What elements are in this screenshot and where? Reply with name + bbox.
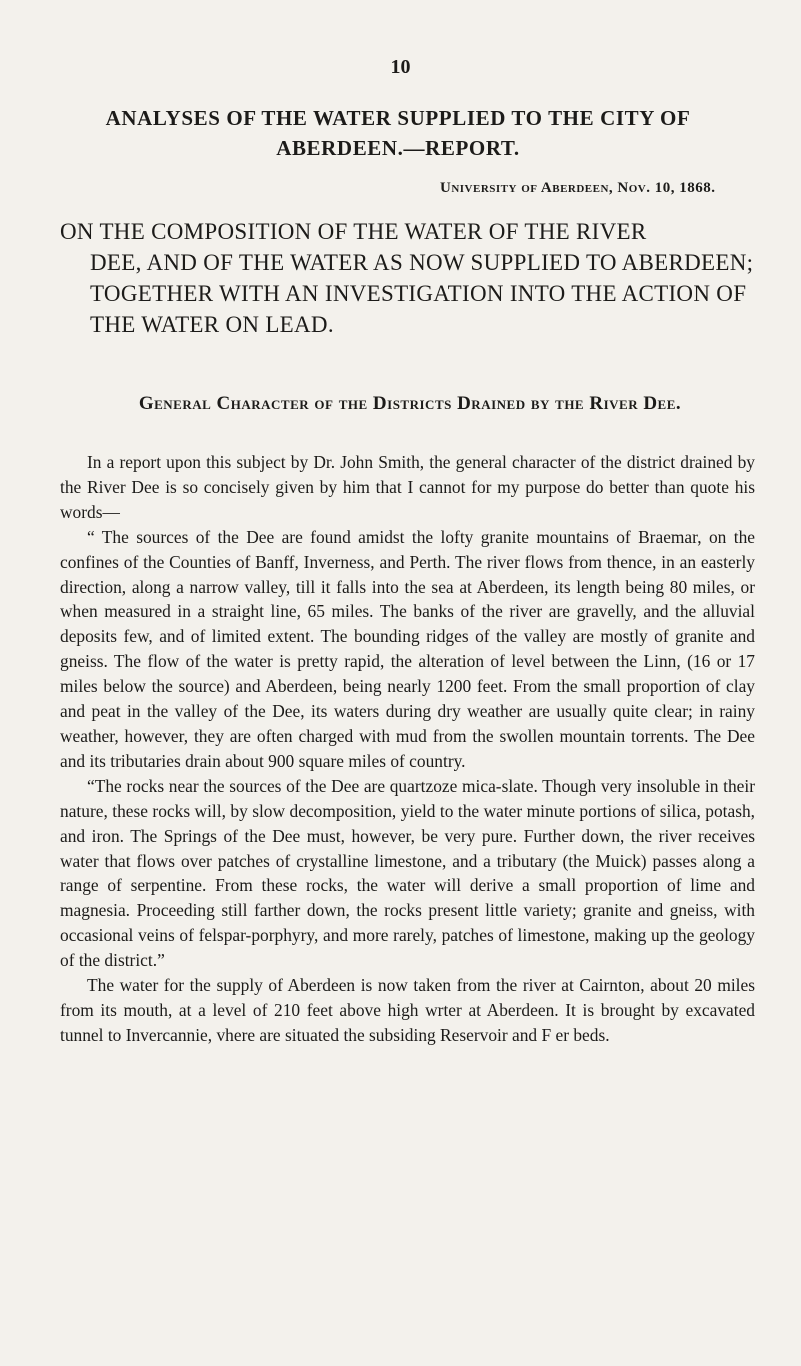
page-title-line-2: ABERDEEN.—REPORT.: [276, 136, 520, 160]
page-title: [48, 103, 748, 163]
paragraph: The water for the supply of Aberdeen is now taken from the river at Cairnton, about 20 miles from its mouth, at a level of 210 feet above high wrter at Aberdeen. It is brought by excavated tunnel to Invercannie, vhere are situated the subsiding Reservoir and F er beds.: [60, 975, 755, 1045]
page-title-line-1: ANALYSES OF THE WATER SUPPLIED TO THE CITY OF: [105, 106, 691, 130]
report-subtitle: [60, 216, 760, 340]
paragraph: “ The sources of the Dee are found amidst the lofty granite mountains of Braemar, on the confines of the Counties of Banff, Inverness, and Perth. The river flows from thence, in an easterly direction, along a narrow valley, till it falls into the sea at Aberdeen, its length being 80 miles, or when measured in a straight line, 65 miles. The banks of the river are gravelly, and the alluvial deposits few, and of limited extent. The bounding ridges of the valley are mostly of granite and gneiss. The flow of the water is pretty rapid, the alteration of level between the Linn, (16 or 17 miles below the source) and Aberdeen, being nearly 1200 feet. From the small proportion of clay and peat in the valley of the Dee, its waters during dry weather are usually quite clear; in rainy weather, however, they are often charged with mud from the swollen mountain torrents. The Dee and its tributaries drain about 900 square miles of country.: [60, 526, 755, 771]
report-subtitle-first-line: ON THE COMPOSITION OF THE WATER OF THE RIVER: [60, 219, 647, 244]
paragraph: In a report upon this subject by Dr. John Smith, the general character of the district drained by the River Dee is so concisely given by him that I cannot for my purpose do better than quote his words—: [60, 452, 755, 522]
paragraph: “The rocks near the sources of the Dee are quartzoze mica-slate. Though very insoluble in their nature, these rocks will, by slow decomposition, yield to the water minute portions of silica, potash, and iron. The Springs of the Dee must, however, be very pure. Further down, the river receives water that flows over patches of crystalline limestone, and a tributary (the Muick) passes along a range of serpentine. From these rocks, the water will derive a small proportion of lime and magnesia. Proceeding still farther down, the rocks present little variety; granite and gneiss, with occasional veins of felspar-porphyry, and more rarely, patches of limestone, making up the geology of the district.”: [60, 775, 755, 971]
page-number: 10: [390, 56, 411, 78]
body-text: [60, 450, 755, 1048]
dateline: University of Aberdeen, Nov. 10, 1868.: [440, 180, 716, 196]
report-subtitle-continuation: DEE, AND OF THE WATER AS NOW SUPPLIED TO ABERDEEN; TOGETHER WITH AN INVESTIGATION INTO THE ACTION OF THE WATER ON LEAD.: [90, 250, 754, 337]
section-heading: General Character of the Districts Drained by the River Dee.: [138, 393, 682, 414]
